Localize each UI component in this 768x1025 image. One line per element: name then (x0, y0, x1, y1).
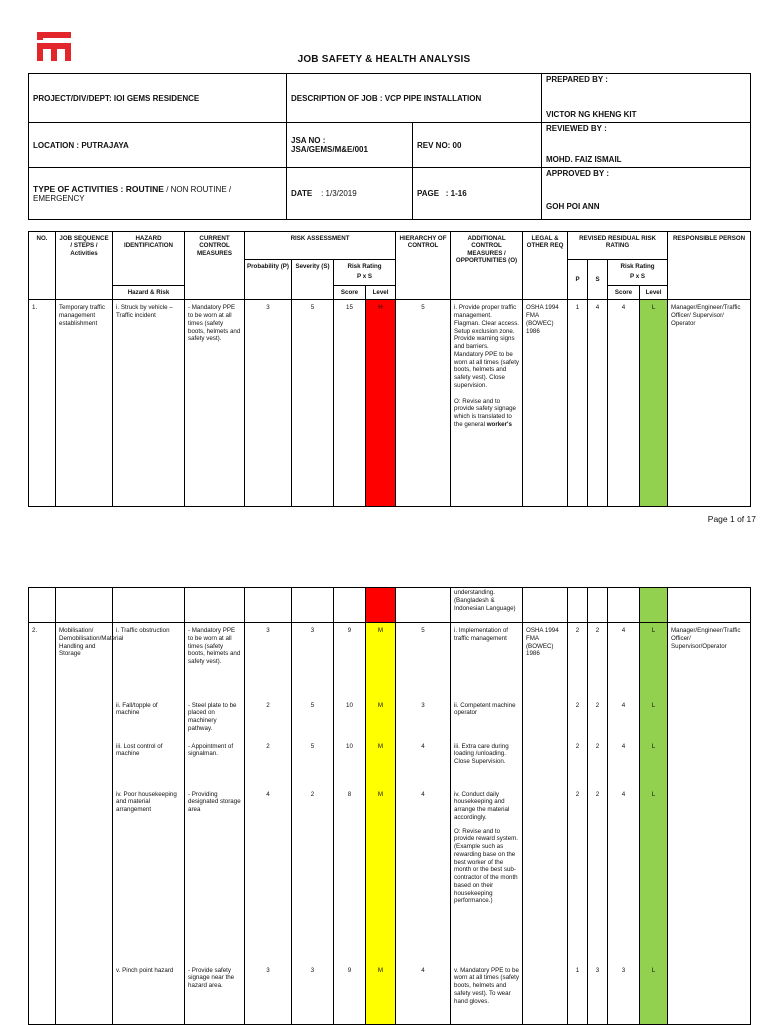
row-additional (451, 787, 523, 963)
row-level-medium: M (366, 787, 396, 963)
opportunity-bold: worker's (486, 420, 512, 428)
page-number: Page 1 of 17 (707, 514, 756, 524)
col-job-sequence: JOB SEQUENCE / STEPS / Activities (56, 232, 113, 300)
col-revised-score: Score (608, 286, 640, 300)
opportunity-text (454, 398, 519, 429)
page-value: : 1-16 (445, 189, 467, 198)
col-responsible: RESPONSIBLE PERSON (668, 232, 751, 300)
project-cell (29, 74, 287, 123)
row-revised-level-low: L (640, 300, 668, 507)
col-revised-level: Level (640, 286, 668, 300)
row-no: 2. (29, 623, 56, 1025)
row-score: 9 (334, 963, 366, 1025)
row-hierarchy: 3 (396, 698, 451, 739)
row-revised-score: 4 (608, 300, 640, 507)
cont-cell (608, 588, 640, 623)
row-additional (451, 300, 523, 507)
row-additional: i. Implementation of traffic management (451, 623, 523, 698)
opportunity-text: O: Revise and to provide reward system. (Example such as rewarding base on the best worker of the month or the best sub-contractor of the month based on their housekeeping performance.) (454, 827, 518, 905)
table-row (29, 739, 751, 787)
row-score: 10 (334, 739, 366, 787)
cont-cell (568, 588, 588, 623)
row-legal: OSHA 1994 FMA (BOWEC) 1986 (523, 623, 568, 1025)
table-row (29, 787, 751, 963)
col-hierarchy: HIERARCHY OF CONTROL (396, 232, 451, 300)
rev-cell: REV NO: 00 (413, 123, 542, 168)
reviewed-cell (542, 123, 751, 168)
row-hazard: v. Pinch point hazard (113, 963, 185, 1025)
row-additional: iii. Extra care during loading /unloading. Close Supervision. (451, 739, 523, 787)
cont-cell (588, 588, 608, 623)
row-revised-level-low: L (640, 963, 668, 1025)
table-row (29, 698, 751, 739)
page-cell (413, 168, 542, 220)
row-activity: Temporary traffic management establishment (56, 300, 113, 507)
row-revised-p: 1 (568, 300, 588, 507)
row-revised-score: 4 (608, 698, 640, 739)
row-revised-level-low: L (640, 623, 668, 698)
row-revised-p: 2 (568, 787, 588, 963)
col-score: Score (334, 286, 366, 300)
page-label: PAGE (417, 189, 440, 198)
cont-revised-level-low (640, 588, 668, 623)
cont-additional: understanding. (Bangladesh & Indonesian Language) (451, 588, 523, 623)
row-score: 15 (334, 300, 366, 507)
col-risk-assessment: RISK ASSESSMENT (245, 232, 396, 260)
row-revised-p: 2 (568, 623, 588, 698)
cont-cell (245, 588, 292, 623)
location-cell (29, 123, 287, 168)
row-level-high: H (366, 300, 396, 507)
table-row-continued (29, 588, 751, 623)
row-revised-score: 4 (608, 623, 640, 698)
row-level-medium: M (366, 698, 396, 739)
revised-risk-rating-label: Risk Rating (620, 263, 655, 270)
row-level-medium: M (366, 623, 396, 698)
row-revised-s: 2 (588, 698, 608, 739)
approved-name: GOH POI ANN (546, 202, 600, 211)
row-severity: 3 (292, 963, 334, 1025)
project-label: PROJECT/DIV/DEPT: (33, 93, 112, 103)
activity-type-cell (29, 168, 287, 220)
row-revised-s: 2 (588, 739, 608, 787)
prepared-name: VICTOR NG KHENG KIT (546, 110, 637, 119)
row-revised-s: 2 (588, 623, 608, 698)
row-score: 8 (334, 787, 366, 963)
cont-cell (185, 588, 245, 623)
col-hazard-risk: Hazard & Risk (113, 286, 185, 300)
cont-cell (668, 588, 751, 623)
row-hazard: i. Traffic obstruction (113, 623, 185, 698)
jsa-label: JSA NO : (291, 136, 326, 145)
row-responsible: Manager/Engineer/Traffic Officer/ Supervisor/Operator (668, 623, 751, 1025)
col-revised-p: P (568, 260, 588, 300)
row-hierarchy: 4 (396, 787, 451, 963)
row-probability: 4 (245, 787, 292, 963)
approved-cell (542, 168, 751, 220)
risk-rating-label: Risk Rating (347, 263, 382, 270)
row-severity: 3 (292, 623, 334, 698)
risk-table-page2 (28, 587, 751, 1025)
row-probability: 2 (245, 698, 292, 739)
row-severity: 5 (292, 698, 334, 739)
row-revised-score: 3 (608, 963, 640, 1025)
row-level-medium: M (366, 963, 396, 1025)
cont-cell (523, 588, 568, 623)
approved-label: APPROVED BY : (546, 169, 609, 178)
document-title: JOB SAFETY & HEALTH ANALYSIS (297, 54, 471, 65)
col-level: Level (366, 286, 396, 300)
col-severity: Severity (S) (292, 260, 334, 300)
risk-rating-formula: P x S (357, 273, 373, 281)
cont-cell (292, 588, 334, 623)
row-hierarchy: 5 (396, 300, 451, 507)
activity-type-label: TYPE OF ACTIVITIES : ROUTINE (33, 184, 164, 194)
additional-text: iv. Conduct daily housekeeping and arrange the material accordingly. (454, 790, 510, 821)
row-level-medium: M (366, 739, 396, 787)
row-probability: 3 (245, 623, 292, 698)
row-responsible: Manager/Engineer/Traffic Officer/ Supervisor/ Operator (668, 300, 751, 507)
cont-cell (396, 588, 451, 623)
row-probability: 3 (245, 963, 292, 1025)
row-severity: 2 (292, 787, 334, 963)
row-revised-score: 4 (608, 739, 640, 787)
jsa-cell (287, 123, 413, 168)
row-probability: 2 (245, 739, 292, 787)
col-legal: LEGAL & OTHER REQ (523, 232, 568, 300)
row-hierarchy: 4 (396, 963, 451, 1025)
col-no: NO. (29, 232, 56, 300)
cont-cell (334, 588, 366, 623)
row-score: 10 (334, 698, 366, 739)
row-hazard: ii. Fall/topple of machine (113, 698, 185, 739)
col-revised-risk-rating (608, 260, 668, 286)
prepared-label: PREPARED BY : (546, 75, 608, 84)
row-revised-p: 1 (568, 963, 588, 1025)
col-revised-rating: REVISED RESIDUAL RISK RATING (568, 232, 668, 260)
row-no: 1. (29, 300, 56, 507)
row-score: 9 (334, 623, 366, 698)
row-control: - Steel plate to be placed on machinery pathway. (185, 698, 245, 739)
row-hazard: i. Struck by vehicle –Traffic incident (113, 300, 185, 507)
row-activity: Mobilisation/ Demobilisation/Material Handling and Storage (56, 623, 113, 1025)
date-cell (287, 168, 413, 220)
row-severity: 5 (292, 739, 334, 787)
table-row (29, 300, 751, 507)
row-additional: v. Mandatory PPE to be worn at all times (safety boots, helmets and safety vest). To wear hand gloves. (451, 963, 523, 1025)
jsa-value: JSA/GEMS/M&E/001 (291, 145, 368, 154)
description-value: VCP PIPE INSTALLATION (384, 93, 482, 103)
cont-cell (113, 588, 185, 623)
date-label: DATE (291, 189, 313, 198)
project-value: IOI GEMS RESIDENCE (113, 93, 200, 103)
additional-text: i. Provide proper traffic management. Flagman. Clear access. Setup exclusion zone. Provide warning signs and barriers. Mandatory PPE to be worn at all times (safety boots, helmets and safety vest). Close supervision. (454, 304, 520, 389)
row-revised-score: 4 (608, 787, 640, 963)
row-additional: ii. Competent machine operator (451, 698, 523, 739)
row-hierarchy: 4 (396, 739, 451, 787)
row-revised-s: 2 (588, 787, 608, 963)
location-label: LOCATION : (33, 140, 80, 150)
activity-type-options: / NON ROUTINE / EMERGENCY (33, 185, 232, 203)
row-hazard: iii. Lost control of machine (113, 739, 185, 787)
row-revised-p: 2 (568, 739, 588, 787)
location-value: PUTRAJAYA (81, 140, 129, 150)
reviewed-label: REVIEWED BY : (546, 124, 607, 133)
row-severity: 5 (292, 300, 334, 507)
col-hazard-identification: HAZARD IDENTIFICATION (113, 232, 185, 286)
row-revised-s: 4 (588, 300, 608, 507)
row-revised-level-low: L (640, 787, 668, 963)
table-row (29, 623, 751, 698)
row-hazard: iv. Poor housekeeping and material arrangement (113, 787, 185, 963)
table-row (29, 963, 751, 1025)
col-additional-control: ADDITIONAL CONTROL MEASURES / OPPORTUNITIES (O) (451, 232, 523, 300)
date-value: : 1/3/2019 (321, 189, 357, 198)
opportunity-body: O: Revise and to provide safety signage which is translated to the general (454, 397, 516, 428)
cont-cell (29, 588, 56, 623)
row-control: - Providing designated storage area (185, 787, 245, 963)
row-hierarchy: 5 (396, 623, 451, 698)
row-control: - Mandatory PPE to be worn at all times (safety boots, helmets and safety vest). (185, 623, 245, 698)
row-probability: 3 (245, 300, 292, 507)
description-cell (287, 74, 542, 123)
row-revised-level-low: L (640, 739, 668, 787)
row-revised-p: 2 (568, 698, 588, 739)
row-legal: OSHA 1994 FMA (BOWEC) 1986 (523, 300, 568, 507)
row-control: - Provide safety signage near the hazard area. (185, 963, 245, 1025)
cont-cell (56, 588, 113, 623)
col-risk-rating (334, 260, 396, 286)
row-revised-level-low: L (640, 698, 668, 739)
row-control: - Appointment of signalman. (185, 739, 245, 787)
col-revised-s: S (588, 260, 608, 300)
reviewed-name: MOHD. FAIZ ISMAIL (546, 155, 622, 164)
revised-risk-rating-formula: P x S (630, 273, 646, 281)
description-label: DESCRIPTION OF JOB : (291, 93, 383, 103)
risk-table-page1 (28, 231, 751, 507)
col-probability: Probability (P) (245, 260, 292, 300)
row-control: - Mandatory PPE to be worn at all times (safety boots, helmets and safety vest). (185, 300, 245, 507)
prepared-cell (542, 74, 751, 123)
row-revised-s: 3 (588, 963, 608, 1025)
col-current-control: CURRENT CONTROL MEASURES (185, 232, 245, 300)
cont-level-high (366, 588, 396, 623)
header-table (28, 73, 751, 220)
